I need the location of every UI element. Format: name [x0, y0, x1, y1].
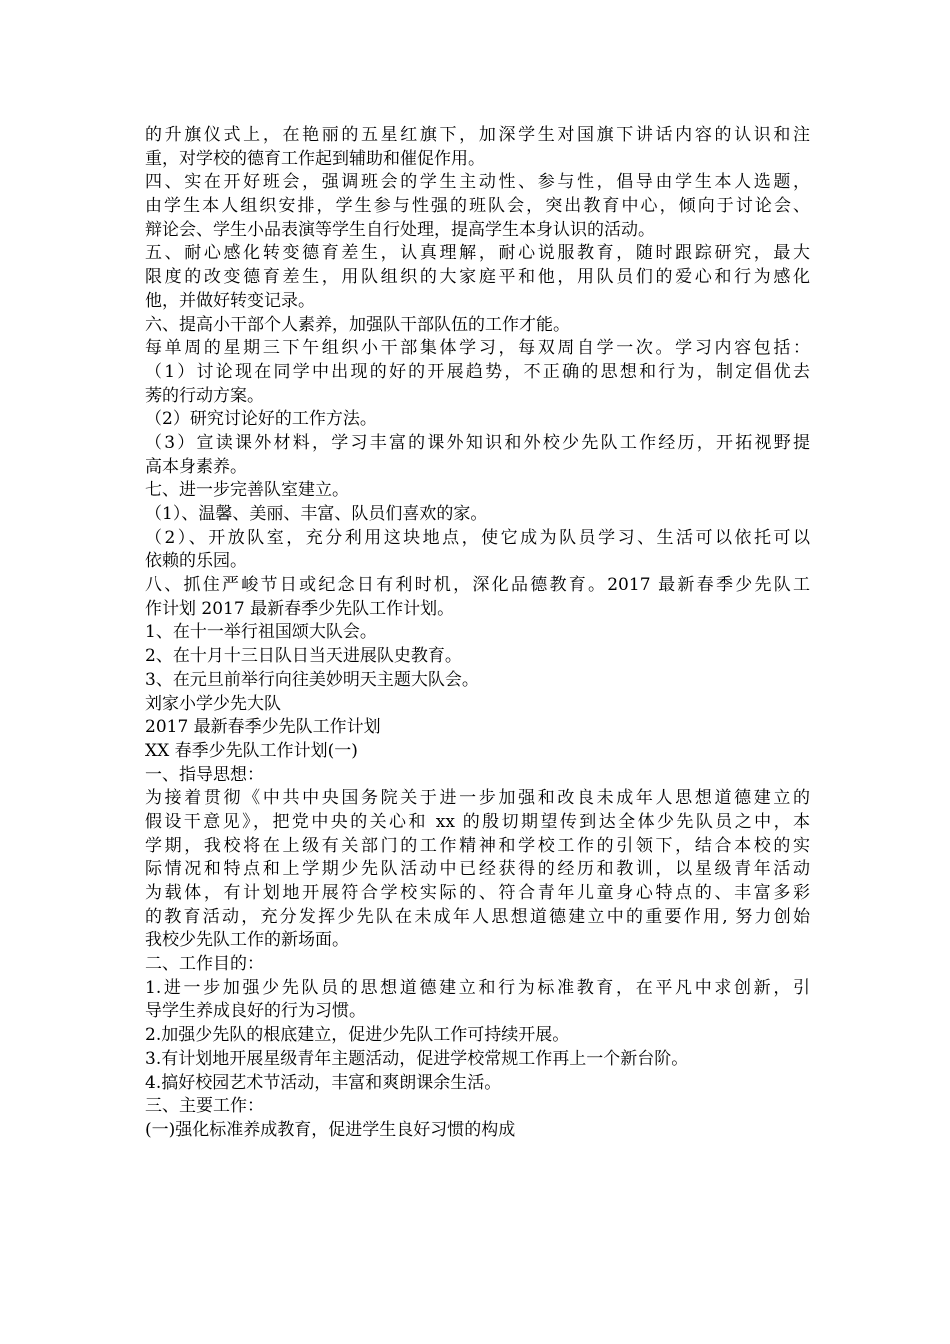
text-line: 3、在元旦前举行向往美妙明天主题大队会。 [145, 669, 479, 690]
text-line: 1.进一步加强少先队员的思想道德建立和行为标准教育，在平凡中求创新，引 [145, 977, 810, 998]
text-line: （2）研究讨论好的工作方法。 [145, 409, 377, 430]
text-line: 由学生本人组织安排，学生参与性强的班队会，突出教育中心，倾向于讨论会、 [145, 196, 810, 217]
text-line: 的升旗仪式上，在艳丽的五星红旗下，加深学生对国旗下讲话内容的认识和注 [145, 125, 810, 145]
text-line: 导学生养成良好的行为习惯。 [145, 1001, 366, 1022]
text-line: 作计划 2017 最新春季少先队工作计划。 [145, 598, 455, 619]
text-line: 3.有计划地开展星级青年主题活动，促进学校常规工作再上一个新台阶。 [145, 1048, 689, 1069]
text-line: 七、进一步完善队室建立。 [145, 480, 349, 501]
text-line: 际情况和特点和上学期少先队活动中已经获得的经历和教训，以星级青年活动 [145, 859, 810, 880]
text-line: 的教育活动，充分发挥少先队在未成年人思想道德建立中的重要作用, 努力创始 [145, 906, 810, 927]
text-line: 为接着贯彻《中共中央国务院关于进一步加强和改良未成年人思想道德建立的 [145, 788, 810, 809]
text-line: 刘家小学少先大队 [145, 693, 281, 714]
text-line: （3）宣读课外材料，学习丰富的课外知识和外校少先队工作经历，开拓视野提 [145, 432, 810, 453]
text-line: 重，对学校的德育工作起到辅助和催促作用。 [145, 148, 485, 169]
text-line: 4.搞好校园艺术节活动，丰富和爽朗课余生活。 [145, 1072, 502, 1093]
text-line: XX 春季少先队工作计划(一) [145, 740, 358, 761]
text-line: 辩论会、学生小品表演等学生自行处理，提高学生本身认识的活动。 [145, 219, 655, 240]
text-line: 假设干意见》，把党中央的关心和 xx 的殷切期望传到达全体少先队员之中，本 [145, 811, 810, 832]
text-line: （1）讨论现在同学中出现的好的开展趋势，不正确的思想和行为，制定倡优去 [145, 361, 810, 382]
text-line: 二、工作目的： [145, 954, 264, 975]
text-line: 六、提高小干部个人素养，加强队干部队伍的工作才能。 [145, 314, 570, 335]
text-line: 1、在十一举行祖国颂大队会。 [145, 622, 377, 643]
text-line: 限度的改变德育差生，用队组织的大家庭平和他，用队员们的爱心和行为感化 [145, 267, 810, 288]
text-line: （2）、开放队室，充分利用这块地点，使它成为队员学习、生活可以依托可以 [145, 527, 810, 548]
text-line: 我校少先队工作的新场面。 [145, 930, 349, 951]
text-line: 五、耐心感化转变德育差生，认真理解，耐心说服教育，随时跟踪研究，最大 [145, 243, 810, 264]
text-line: 2017 最新春季少先队工作计划 [145, 717, 381, 738]
text-line: 四、实在开好班会，强调班会的学生主动性、参与性，倡导由学生本人选题， [145, 172, 810, 193]
text-line: 一、指导思想： [145, 764, 264, 785]
text-line: 学期，我校将在上级有关部门的工作精神和学校工作的引领下，结合本校的实 [145, 835, 810, 856]
document-page [145, 124, 810, 1143]
text-line: 2.加强少先队的根底建立，促进少先队工作可持续开展。 [145, 1025, 570, 1046]
text-line: 八、抓住严峻节日或纪念日有利时机，深化品德教育。2017 最新春季少先队工 [145, 575, 810, 596]
text-line: 三、主要工作： [145, 1096, 264, 1117]
text-line: 依赖的乐园。 [145, 551, 247, 572]
text-line: 为载体，有计划地开展符合学校实际的、符合青年儿童身心特点的、丰富多彩 [145, 883, 810, 903]
text-line: 每单周的星期三下午组织小干部集体学习，每双周自学一次。学习内容包括： [145, 338, 810, 359]
text-line: 高本身素养。 [145, 456, 247, 477]
text-line: 2、在十月十三日队日当天进展队史教育。 [145, 646, 462, 667]
text-line: (一)强化标准养成教育，促进学生良好习惯的构成 [145, 1119, 516, 1140]
text-line: 莠的行动方案。 [145, 385, 264, 406]
text-line: （1）、温馨、美丽、丰富、队员们喜欢的家。 [145, 504, 488, 524]
text-line: 他，并做好转变记录。 [145, 290, 315, 311]
